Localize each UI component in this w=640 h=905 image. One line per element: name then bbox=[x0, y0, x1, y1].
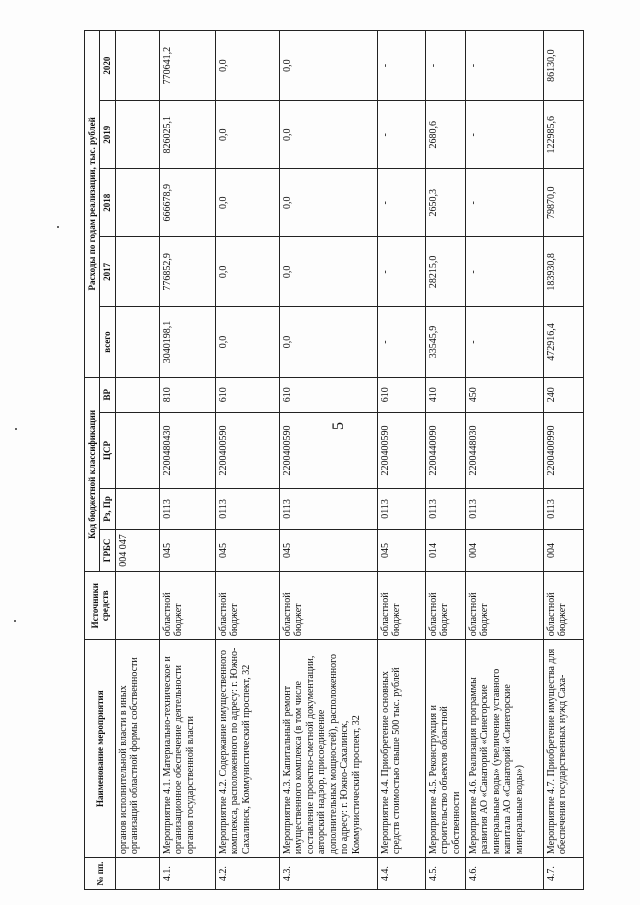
cell-2018: - bbox=[465, 169, 543, 237]
cell-rzpr: 0113 bbox=[279, 489, 377, 529]
cell-2019: 2680,6 bbox=[425, 101, 465, 169]
cell-2020: 86130,0 bbox=[543, 31, 583, 101]
cell-rzpr: 0113 bbox=[215, 489, 279, 529]
cell-csr: 2200400590 bbox=[215, 412, 279, 489]
cell-2019: 0,0 bbox=[279, 101, 377, 169]
cell-name: Мероприятие 4.6. Реализация программы развития АО «Санаторий «Синегорские минеральные воды» (увеличение уставного капитала АО «Санаторий «Синегорские минеральные воды») bbox=[465, 640, 543, 858]
header-kbk: Код бюджетной классификации bbox=[85, 377, 100, 572]
cell-grbs: 004 bbox=[543, 529, 583, 572]
cell-grbs: 045 bbox=[377, 529, 425, 572]
cell-rzpr: 0113 bbox=[159, 489, 215, 529]
cell-rzpr: 0113 bbox=[425, 489, 465, 529]
cell-rzpr: 0113 bbox=[465, 489, 543, 529]
cell-2018 bbox=[115, 169, 159, 237]
scan-speck bbox=[57, 226, 59, 228]
cell-2017: 0,0 bbox=[279, 237, 377, 307]
cell-csr: 2200440090 bbox=[425, 412, 465, 489]
cell-total: 3040198,1 bbox=[159, 307, 215, 377]
cell-2019: 826025,1 bbox=[159, 101, 215, 169]
cell-num: 4.5. bbox=[425, 858, 465, 890]
page-number: 5 bbox=[330, 422, 347, 430]
cell-rzpr bbox=[115, 489, 159, 529]
cell-2017: 0,0 bbox=[215, 237, 279, 307]
cell-2018: 0,0 bbox=[279, 169, 377, 237]
cell-vr: 610 bbox=[279, 377, 377, 412]
cell-total: 0,0 bbox=[279, 307, 377, 377]
cell-vr: 450 bbox=[465, 377, 543, 412]
cell-csr: 2200400990 bbox=[543, 412, 583, 489]
cell-csr: 2200400590 bbox=[279, 412, 377, 489]
cell-source: областной бюджет bbox=[465, 572, 543, 640]
table-row bbox=[377, 31, 425, 890]
cell-name: Мероприятие 4.7. Приобретение имущества для обеспечения государственных нужд Саха- bbox=[543, 640, 583, 858]
cell-csr: 2200400590 bbox=[377, 412, 425, 489]
cell-grbs: 004 bbox=[465, 529, 543, 572]
scan-speck bbox=[14, 620, 16, 622]
scan-speck bbox=[15, 428, 17, 430]
cell-rzpr: 0113 bbox=[543, 489, 583, 529]
header-2018: 2018 bbox=[100, 169, 115, 237]
header-vr: ВР bbox=[100, 377, 115, 412]
cell-name: Мероприятие 4.1. Материально-техническое и организационное обеспечение деятельности органов государственной власти bbox=[159, 640, 215, 858]
cell-num: 4.7. bbox=[543, 858, 583, 890]
cell-vr: 410 bbox=[425, 377, 465, 412]
cell-2018: 666678,9 bbox=[159, 169, 215, 237]
table-row bbox=[543, 31, 583, 890]
cell-total: 33545,9 bbox=[425, 307, 465, 377]
cell-2017: - bbox=[465, 237, 543, 307]
cell-source: областной бюджет bbox=[377, 572, 425, 640]
cell-total bbox=[115, 307, 159, 377]
cell-grbs: 045 bbox=[279, 529, 377, 572]
cell-csr: 2200480430 bbox=[159, 412, 215, 489]
cell-name: органов исполнительной власти в иных организаций областной формы собственности bbox=[115, 640, 159, 858]
header-source: Источники средств bbox=[85, 572, 116, 640]
cell-2019: - bbox=[465, 101, 543, 169]
cell-num: 4.4. bbox=[377, 858, 425, 890]
cell-csr: 2200448030 bbox=[465, 412, 543, 489]
cell-vr: 610 bbox=[377, 377, 425, 412]
cell-2019: - bbox=[377, 101, 425, 169]
table-row bbox=[425, 31, 465, 890]
table-row bbox=[465, 31, 543, 890]
cell-num: 4.2. bbox=[215, 858, 279, 890]
cell-2017: - bbox=[377, 237, 425, 307]
cell-num: 4.3. bbox=[279, 858, 377, 890]
cell-vr: 810 bbox=[159, 377, 215, 412]
cell-source: областной бюджет bbox=[159, 572, 215, 640]
cell-vr bbox=[115, 377, 159, 412]
cell-2018: - bbox=[377, 169, 425, 237]
cell-total: 0,0 bbox=[215, 307, 279, 377]
cell-grbs: 045 bbox=[159, 529, 215, 572]
table-row bbox=[279, 31, 377, 890]
cell-2017 bbox=[115, 237, 159, 307]
cell-2020: 0,0 bbox=[215, 31, 279, 101]
cell-2019: 0,0 bbox=[215, 101, 279, 169]
cell-name: Мероприятие 4.5. Реконструкция и строительство объектов областной собственности bbox=[425, 640, 465, 858]
cell-grbs: 004 047 bbox=[115, 529, 159, 572]
cell-source: областной бюджет bbox=[279, 572, 377, 640]
table-row bbox=[159, 31, 215, 890]
cell-csr bbox=[115, 412, 159, 489]
header-2020: 2020 bbox=[100, 31, 115, 101]
cell-2020: - bbox=[425, 31, 465, 101]
cell-2020: 770641,2 bbox=[159, 31, 215, 101]
cell-num: 4.1. bbox=[159, 858, 215, 890]
cell-num bbox=[115, 858, 159, 890]
budget-table bbox=[84, 30, 584, 890]
cell-grbs: 014 bbox=[425, 529, 465, 572]
cell-vr: 240 bbox=[543, 377, 583, 412]
cell-2020 bbox=[115, 31, 159, 101]
header-csr: ЦСР bbox=[100, 412, 115, 489]
table-row bbox=[115, 31, 159, 890]
cell-2020: 0,0 bbox=[279, 31, 377, 101]
header-2019: 2019 bbox=[100, 101, 115, 169]
cell-2019: 122985,6 bbox=[543, 101, 583, 169]
cell-2018: 2650,3 bbox=[425, 169, 465, 237]
cell-2017: 183930,8 bbox=[543, 237, 583, 307]
cell-name: Мероприятие 4.4. Приобретение основных средств стоимостью свыше 500 тыс. рублей bbox=[377, 640, 425, 858]
rotated-table-wrapper bbox=[84, 30, 584, 890]
cell-2017: 776852,9 bbox=[159, 237, 215, 307]
header-2017: 2017 bbox=[100, 237, 115, 307]
cell-total: 472916,4 bbox=[543, 307, 583, 377]
header-rzpr: Рз, Пр bbox=[100, 489, 115, 529]
cell-total: - bbox=[465, 307, 543, 377]
cell-source bbox=[115, 572, 159, 640]
cell-2017: 28215,0 bbox=[425, 237, 465, 307]
cell-total: - bbox=[377, 307, 425, 377]
cell-2018: 0,0 bbox=[215, 169, 279, 237]
table-row bbox=[215, 31, 279, 890]
cell-grbs: 045 bbox=[215, 529, 279, 572]
header-name: Наименование мероприятия bbox=[85, 640, 116, 858]
header-total: всего bbox=[100, 307, 115, 377]
cell-name: Мероприятие 4.3. Капитальный ремонт имущественного комплекса (в том числе составление проектно-сметной документации, авторский надзор, присоединение дополнительных мощностей), расположенного по адресу: г. Южно-Сахалинск, Коммунистический проспект, 32 bbox=[279, 640, 377, 858]
cell-2020: - bbox=[465, 31, 543, 101]
header-expenses: Расходы по годам реализации, тыс. рублей bbox=[85, 31, 100, 378]
header-row-1 bbox=[85, 31, 100, 890]
cell-source: областной бюджет bbox=[425, 572, 465, 640]
cell-vr: 610 bbox=[215, 377, 279, 412]
cell-source: областной бюджет bbox=[543, 572, 583, 640]
cell-num: 4.6. bbox=[465, 858, 543, 890]
cell-source: областной бюджет bbox=[215, 572, 279, 640]
cell-rzpr: 0113 bbox=[377, 489, 425, 529]
cell-2018: 79870,0 bbox=[543, 169, 583, 237]
header-num: № пп. bbox=[85, 858, 116, 890]
cell-name: Мероприятие 4.2. Содержание имущественного комплекса, расположенного по адресу: г. Южно-Сахалинск, Коммунистический проспект, 32 bbox=[215, 640, 279, 858]
cell-2019 bbox=[115, 101, 159, 169]
header-grbs: ГРБС bbox=[100, 529, 115, 572]
cell-2020: - bbox=[377, 31, 425, 101]
